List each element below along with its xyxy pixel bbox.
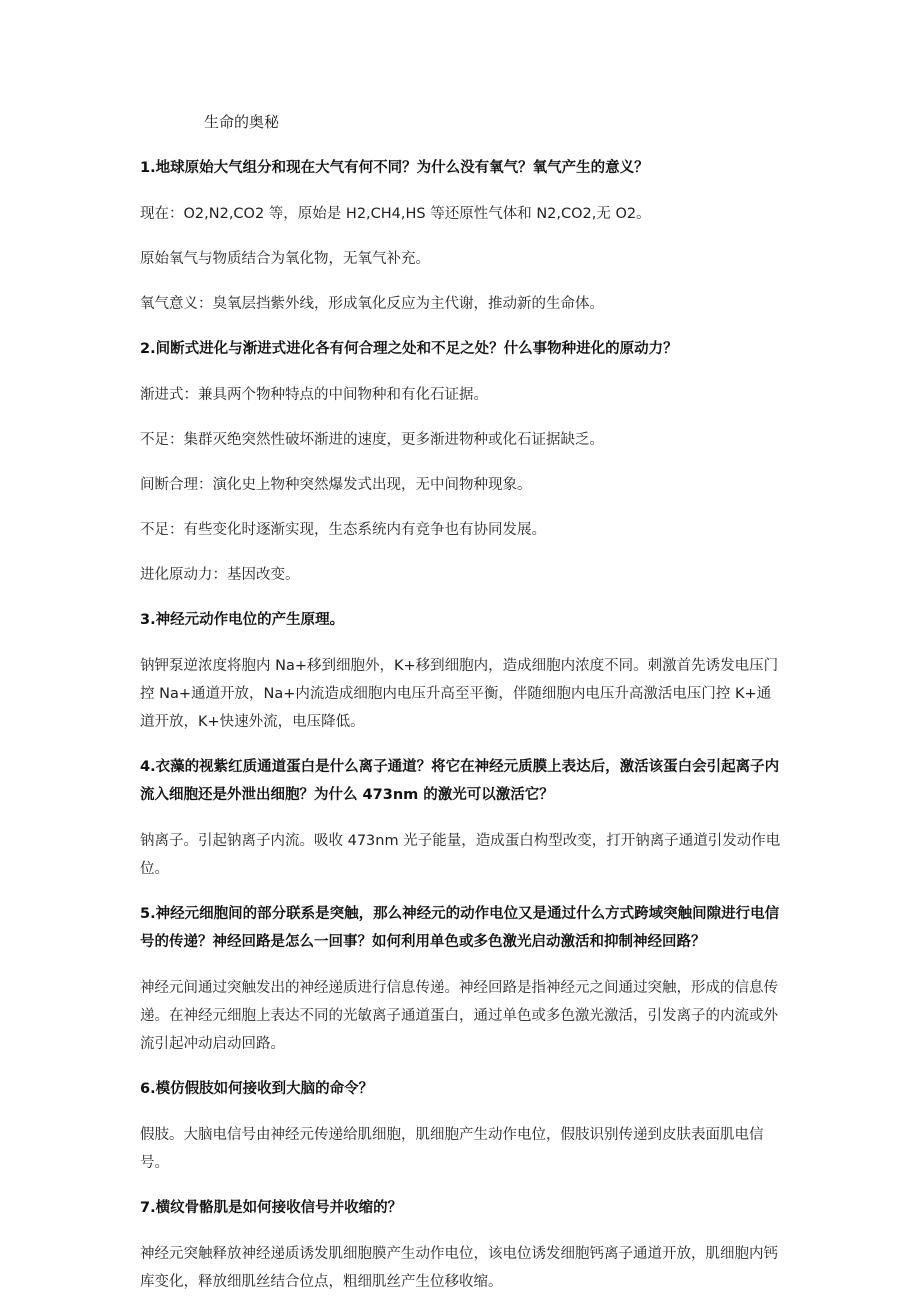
answer-paragraph: 渐进式：兼具两个物种特点的中间物种和有化石证据。 [140, 387, 488, 403]
answer-paragraph: 钠离子。引起钠离子内流。吸收 473nm 光子能量，造成蛋白构型改变，打开钠离子通道引发动作电位。 [140, 833, 781, 877]
section-1 [140, 154, 784, 318]
answer-paragraph: 现在：O2,N2,CO2 等，原始是 H2,CH4,HS 等还原性气体和 N2,CO2,无 O2。 [140, 206, 651, 222]
answer-paragraph: 进化原动力：基因改变。 [140, 567, 300, 583]
answer-paragraph: 不足：集群灭绝突然性破坏渐进的速度，更多渐进物种或化石证据缺乏。 [140, 432, 604, 448]
question-heading: 6.模仿假肢如何接收到大脑的命令？ [140, 1081, 374, 1097]
question-heading: 5.神经元细胞间的部分联系是突触，那么神经元的动作电位又是通过什么方式跨域突触间隙进行电信号的传递？神经回路是怎么一回事？如何利用单色或多色激光启动激活和抑制神经回路？ [140, 906, 780, 950]
answer-paragraph: 原始氧气与物质结合为氧化物，无氧气补充。 [140, 251, 430, 267]
document-title: 生命的奥秘 [204, 113, 280, 131]
section-7 [140, 1194, 784, 1296]
answer-paragraph: 神经元突触释放神经递质诱发肌细胞膜产生动作电位，该电位诱发细胞钙离子通道开放，肌细胞内钙库变化，释放细肌丝结合位点，粗细肌丝产生位移收缩。 [140, 1246, 778, 1290]
section-3 [140, 606, 784, 736]
section-4 [140, 753, 784, 883]
document-page [140, 112, 784, 1313]
section-5 [140, 900, 784, 1058]
question-heading: 7.横纹骨骼肌是如何接收信号并收缩的？ [140, 1200, 403, 1216]
answer-paragraph: 钠钾泵逆浓度将胞内 Na+移到细胞外，K+移到细胞内，造成细胞内浓度不同。刺激首先诱发电压门控 Na+通道开放，Na+内流造成细胞内电压升高至平衡，伴随细胞内电压升高激活电压门控 K+通道开放，K+快速外流，电压降低。 [140, 658, 779, 730]
answer-paragraph: 不足：有些变化时逐渐实现，生态系统内有竞争也有协同发展。 [140, 522, 546, 538]
answer-paragraph: 氧气意义：臭氧层挡紫外线，形成氧化反应为主代谢，推动新的生命体。 [140, 296, 604, 312]
answer-paragraph: 神经元间通过突触发出的神经递质进行信息传递。神经回路是指神经元之间通过突触，形成的信息传递。在神经元细胞上表达不同的光敏离子通道蛋白，通过单色或多色激光激活，引发离子的内流或外流引起冲动启动回路。 [140, 980, 778, 1052]
question-heading: 4.衣藻的视紫红质通道蛋白是什么离子通道？将它在神经元质膜上表达后，激活该蛋白会引起离子内流入细胞还是外泄出细胞？为什么 473nm 的激光可以激活它？ [140, 759, 780, 803]
section-2 [140, 335, 784, 589]
section-6 [140, 1075, 784, 1177]
answer-paragraph: 间断合理：演化史上物种突然爆发式出现，无中间物种现象。 [140, 477, 532, 493]
question-heading: 1.地球原始大气组分和现在大气有何不同？为什么没有氧气？氧气产生的意义？ [140, 160, 649, 176]
question-heading: 2.间断式进化与渐进式进化各有何合理之处和不足之处？什么事物种进化的原动力？ [140, 341, 678, 357]
answer-paragraph: 假肢。大脑电信号由神经元传递给肌细胞，肌细胞产生动作电位，假肢识别传递到皮肤表面肌电信号。 [140, 1127, 764, 1171]
question-heading: 3.神经元动作电位的产生原理。 [140, 612, 345, 628]
